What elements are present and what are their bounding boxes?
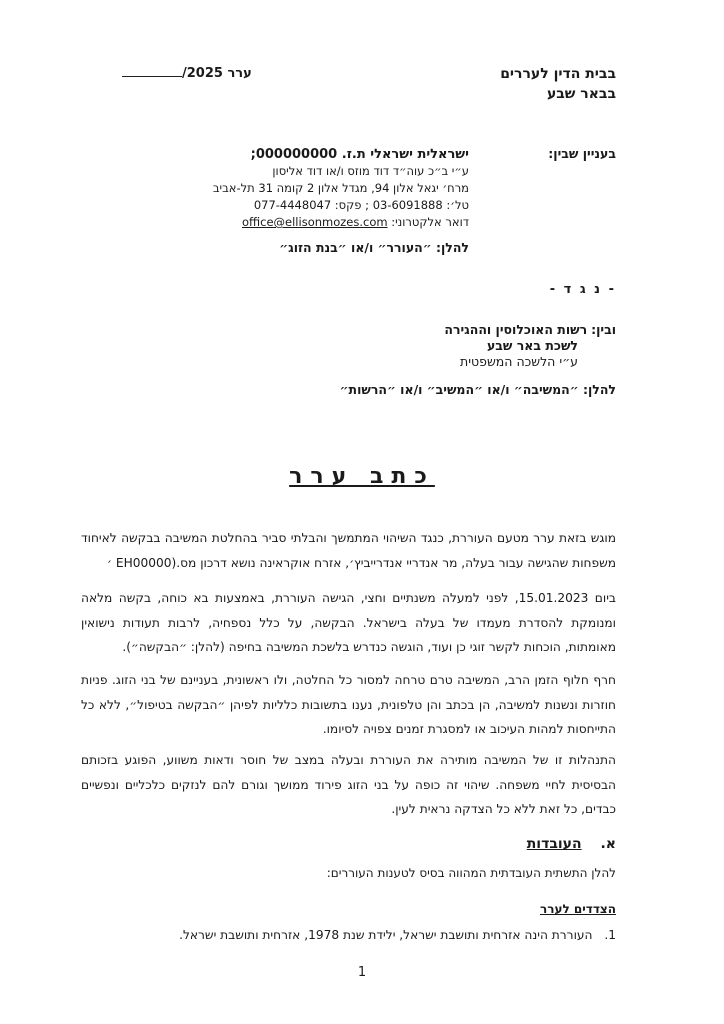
court-line-1: בבית הדין לעררים	[500, 66, 616, 82]
item-number: 1.	[604, 928, 616, 942]
paragraph-3: חרף חלוף הזמן הרב, המשיבה טרם טרחה למסור כל החלטה, ולו ראשונית, בעניינם של בני הזוג. פניות חוזרות ונשנות למשיבה, הן בכתב והן טלפונית, נענו בתשובות כלליות לפיהן ״הבקשה בטיפול״, ללא כל התייחסות למהות העיכוב או למסגרת זמנים צפויה לסיומו.	[81, 673, 616, 736]
email-label: דואר אלקטרוני:	[391, 215, 469, 229]
appellant-block	[213, 146, 469, 256]
paragraph-2: ביום 15.01.2023, לפני למעלה משנתיים וחצי, הגישה העוררת, באמצעות בא כוחה, בקשה מלאה ומנומקת להסדרת מעמדו של בעלה בישראל. הבקשה, על כלל נספחיה, לרבות תעודות נישואין מאומתות, הוכחות לקשר זוגי כן ועוד, הוגשה כנדרש בלשכת המשיבה בחיפה (להלן: ״הבקשה״).	[81, 591, 616, 654]
email-link[interactable]: office@ellisonmozes.com	[241, 215, 388, 229]
appellant-email-row	[213, 214, 469, 231]
paragraph-1: מוגש בזאת ערר מטעם העוררת, כנגד השיהוי המתמשך והבלתי סביר בהחלטת המשיבה בבקשה לאיחוד משפחות שהגישה עבור בעלה, מר אנדריי אנדרייביץ׳, אזרח אוקראינה נושא דרכון מס.(EH00000 ׳	[81, 531, 616, 570]
appellant-address: מרח׳ יגאל אלון 94, מגדל אלון 2 קומה 31 תל-אביב	[212, 181, 469, 195]
respondent-name-2: לשכת באר שבע	[486, 338, 578, 353]
section-letter: א.	[600, 836, 616, 852]
respondent-rep: ע״י הלשכה המשפטית	[460, 354, 578, 369]
paragraph-4: התנהלות זו של המשיבה מותירה את העוררת ובעלה במצב של חוסר ודאות משווע, הפוגע בזכותם הבסיסית לחיי משפחה. שיהוי זה כופה על בני הזוג פירוד ממושך וגורם להם לנזקים כלכליים ונפשיים כבדים, כל זאת ללא כל הצדקה נראית לעין.	[81, 753, 616, 816]
section-title: העובדות	[526, 836, 582, 852]
subsection-heading: הצדדים לערר	[540, 902, 616, 916]
appellant-lawyers: ע״י ב״כ עוה״ד דוד מוזס ו/או דוד אליסון	[272, 164, 469, 178]
section-intro: להלן התשתית העובדתית המהווה בסיס לטענות העוררים:	[326, 866, 616, 880]
court-name	[500, 64, 616, 104]
page-number: 1	[357, 965, 367, 980]
respondent-name-1: רשות האוכלוסין וההגירה	[444, 322, 588, 337]
appellant-name: ישראלית ישראלי ת.ז. 000000000;	[250, 147, 469, 162]
section-heading	[527, 836, 616, 852]
list-item	[179, 928, 616, 942]
versus-label: - נ ג ד -	[549, 282, 616, 297]
appeal-year: 2025/	[182, 66, 223, 81]
respondent-block	[340, 322, 616, 398]
document-title: כתב ערר	[289, 464, 435, 489]
appeal-prefix: ערר	[227, 66, 252, 81]
respondent-label: ובין:	[591, 322, 616, 337]
appellant-hereafter: להלן: ״העורר״ ו/או ״בנת הזוג״	[279, 240, 469, 255]
court-line-2: בבאר שבע	[546, 86, 616, 102]
appellant-label: בעניין שבין:	[548, 146, 616, 161]
appellant-phones: טל׳: 03-6091888 ; פקס: 077-4448047	[253, 198, 469, 212]
item-text: העוררת הינה אזרחית ותושבת ישראל, ילידת שנת 1978, אזרחית ותושבת ישראל.	[179, 928, 593, 942]
respondent-hereafter: להלן: ״המשיבה״ ו/או ״המשיב״ ו/או ״הרשות״	[339, 382, 616, 397]
appeal-number	[122, 64, 252, 81]
appeal-number-blank	[122, 64, 182, 77]
